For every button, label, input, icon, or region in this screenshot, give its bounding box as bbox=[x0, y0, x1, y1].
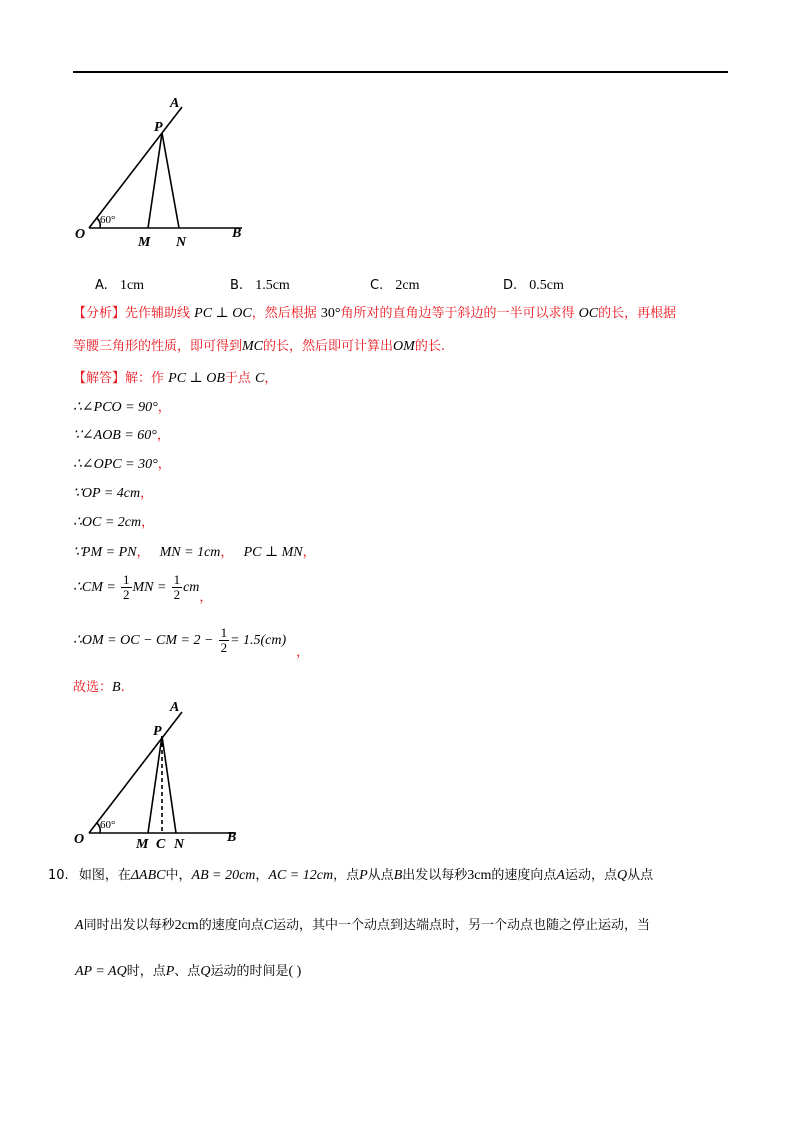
step-6: ∵PM = PN， MN = 1cm， PC ⊥ MN， bbox=[73, 545, 316, 560]
header-rule bbox=[73, 71, 728, 73]
label-m: M bbox=[138, 235, 151, 250]
answer-line: 【解答】解：作 PC ⊥ OB于点 C， bbox=[73, 371, 278, 386]
choice-b[interactable]: B. 1.5cm bbox=[230, 278, 290, 293]
figure-angle-triangle bbox=[70, 95, 260, 250]
label-p: P bbox=[154, 120, 163, 135]
question-10-line-1: 10. 如图，在ΔABC中，AB = 20cm，AC = 12cm，点P从点B出发以每秒3cm的速度向点A运动，点Q从点 bbox=[48, 868, 654, 883]
question-10-line-3: AP = AQ时，点P、点Q运动的时间是( ) bbox=[75, 964, 302, 979]
segment-pm bbox=[148, 736, 162, 833]
label-o: O bbox=[74, 832, 85, 847]
step-5: ∴OC = 2cm， bbox=[73, 515, 155, 530]
label-p: P bbox=[153, 724, 162, 739]
step-4: ∵OP = 4cm， bbox=[73, 486, 154, 501]
step-7: ∴CM = $\frac{1}{2}$ MN = $\frac{1}{2}$ cm， bbox=[73, 572, 213, 605]
label-c: C bbox=[156, 837, 166, 850]
fraction-half-2: $\frac{1}{2}$ bbox=[173, 572, 181, 602]
label-a: A bbox=[170, 96, 180, 111]
label-a: A bbox=[170, 700, 180, 715]
analysis-line-1: 【分析】先作辅助线 PC ⊥ OC，然后根据 30°角所对的直角边等于斜边的一半可以求得 OC的长，再根据 bbox=[73, 306, 677, 321]
choice-c[interactable]: C. 2cm bbox=[370, 278, 420, 293]
figure-angle-triangle-with-altitude bbox=[70, 700, 250, 850]
step-3: ∴∠OPC = 30°， bbox=[73, 457, 171, 472]
label-b: B bbox=[227, 830, 237, 845]
angle-60-label: 60° bbox=[100, 819, 116, 831]
label-b: B bbox=[232, 226, 242, 241]
fraction-half-3: $\frac{1}{2}$ bbox=[220, 625, 228, 655]
choice-d[interactable]: D. 0.5cm bbox=[503, 278, 564, 293]
step-8: ∴OM = OC − CM = 2 − $\frac{1}{2}$ = 1.5(cm)， bbox=[73, 625, 310, 660]
label-n: N bbox=[176, 235, 187, 250]
angle-60-label: 60° bbox=[100, 214, 116, 226]
fraction-half-1: $\frac{1}{2}$ bbox=[123, 572, 130, 602]
conclusion: 故选：B. bbox=[73, 680, 125, 695]
label-m: M bbox=[136, 837, 149, 850]
answer-blank[interactable]: ( ) bbox=[288, 964, 302, 979]
label-o: O bbox=[75, 227, 86, 242]
step-2: ∵∠AOB = 60°， bbox=[73, 428, 170, 443]
segment-pn bbox=[162, 736, 176, 833]
analysis-line-2: 等腰三角形的性质，即可得到MC的长，然后即可计算出OM的长. bbox=[73, 339, 445, 354]
segment-pn bbox=[162, 133, 179, 228]
step-1: ∴∠PCO = 90°， bbox=[73, 400, 171, 415]
question-10-line-2: A同时出发以每秒2cm的速度向点C运动，其中一个动点到达端点时，另一个动点也随之停止运动，当 bbox=[75, 918, 651, 933]
choice-a[interactable]: A. 1cm bbox=[95, 278, 145, 293]
label-n: N bbox=[174, 837, 185, 850]
